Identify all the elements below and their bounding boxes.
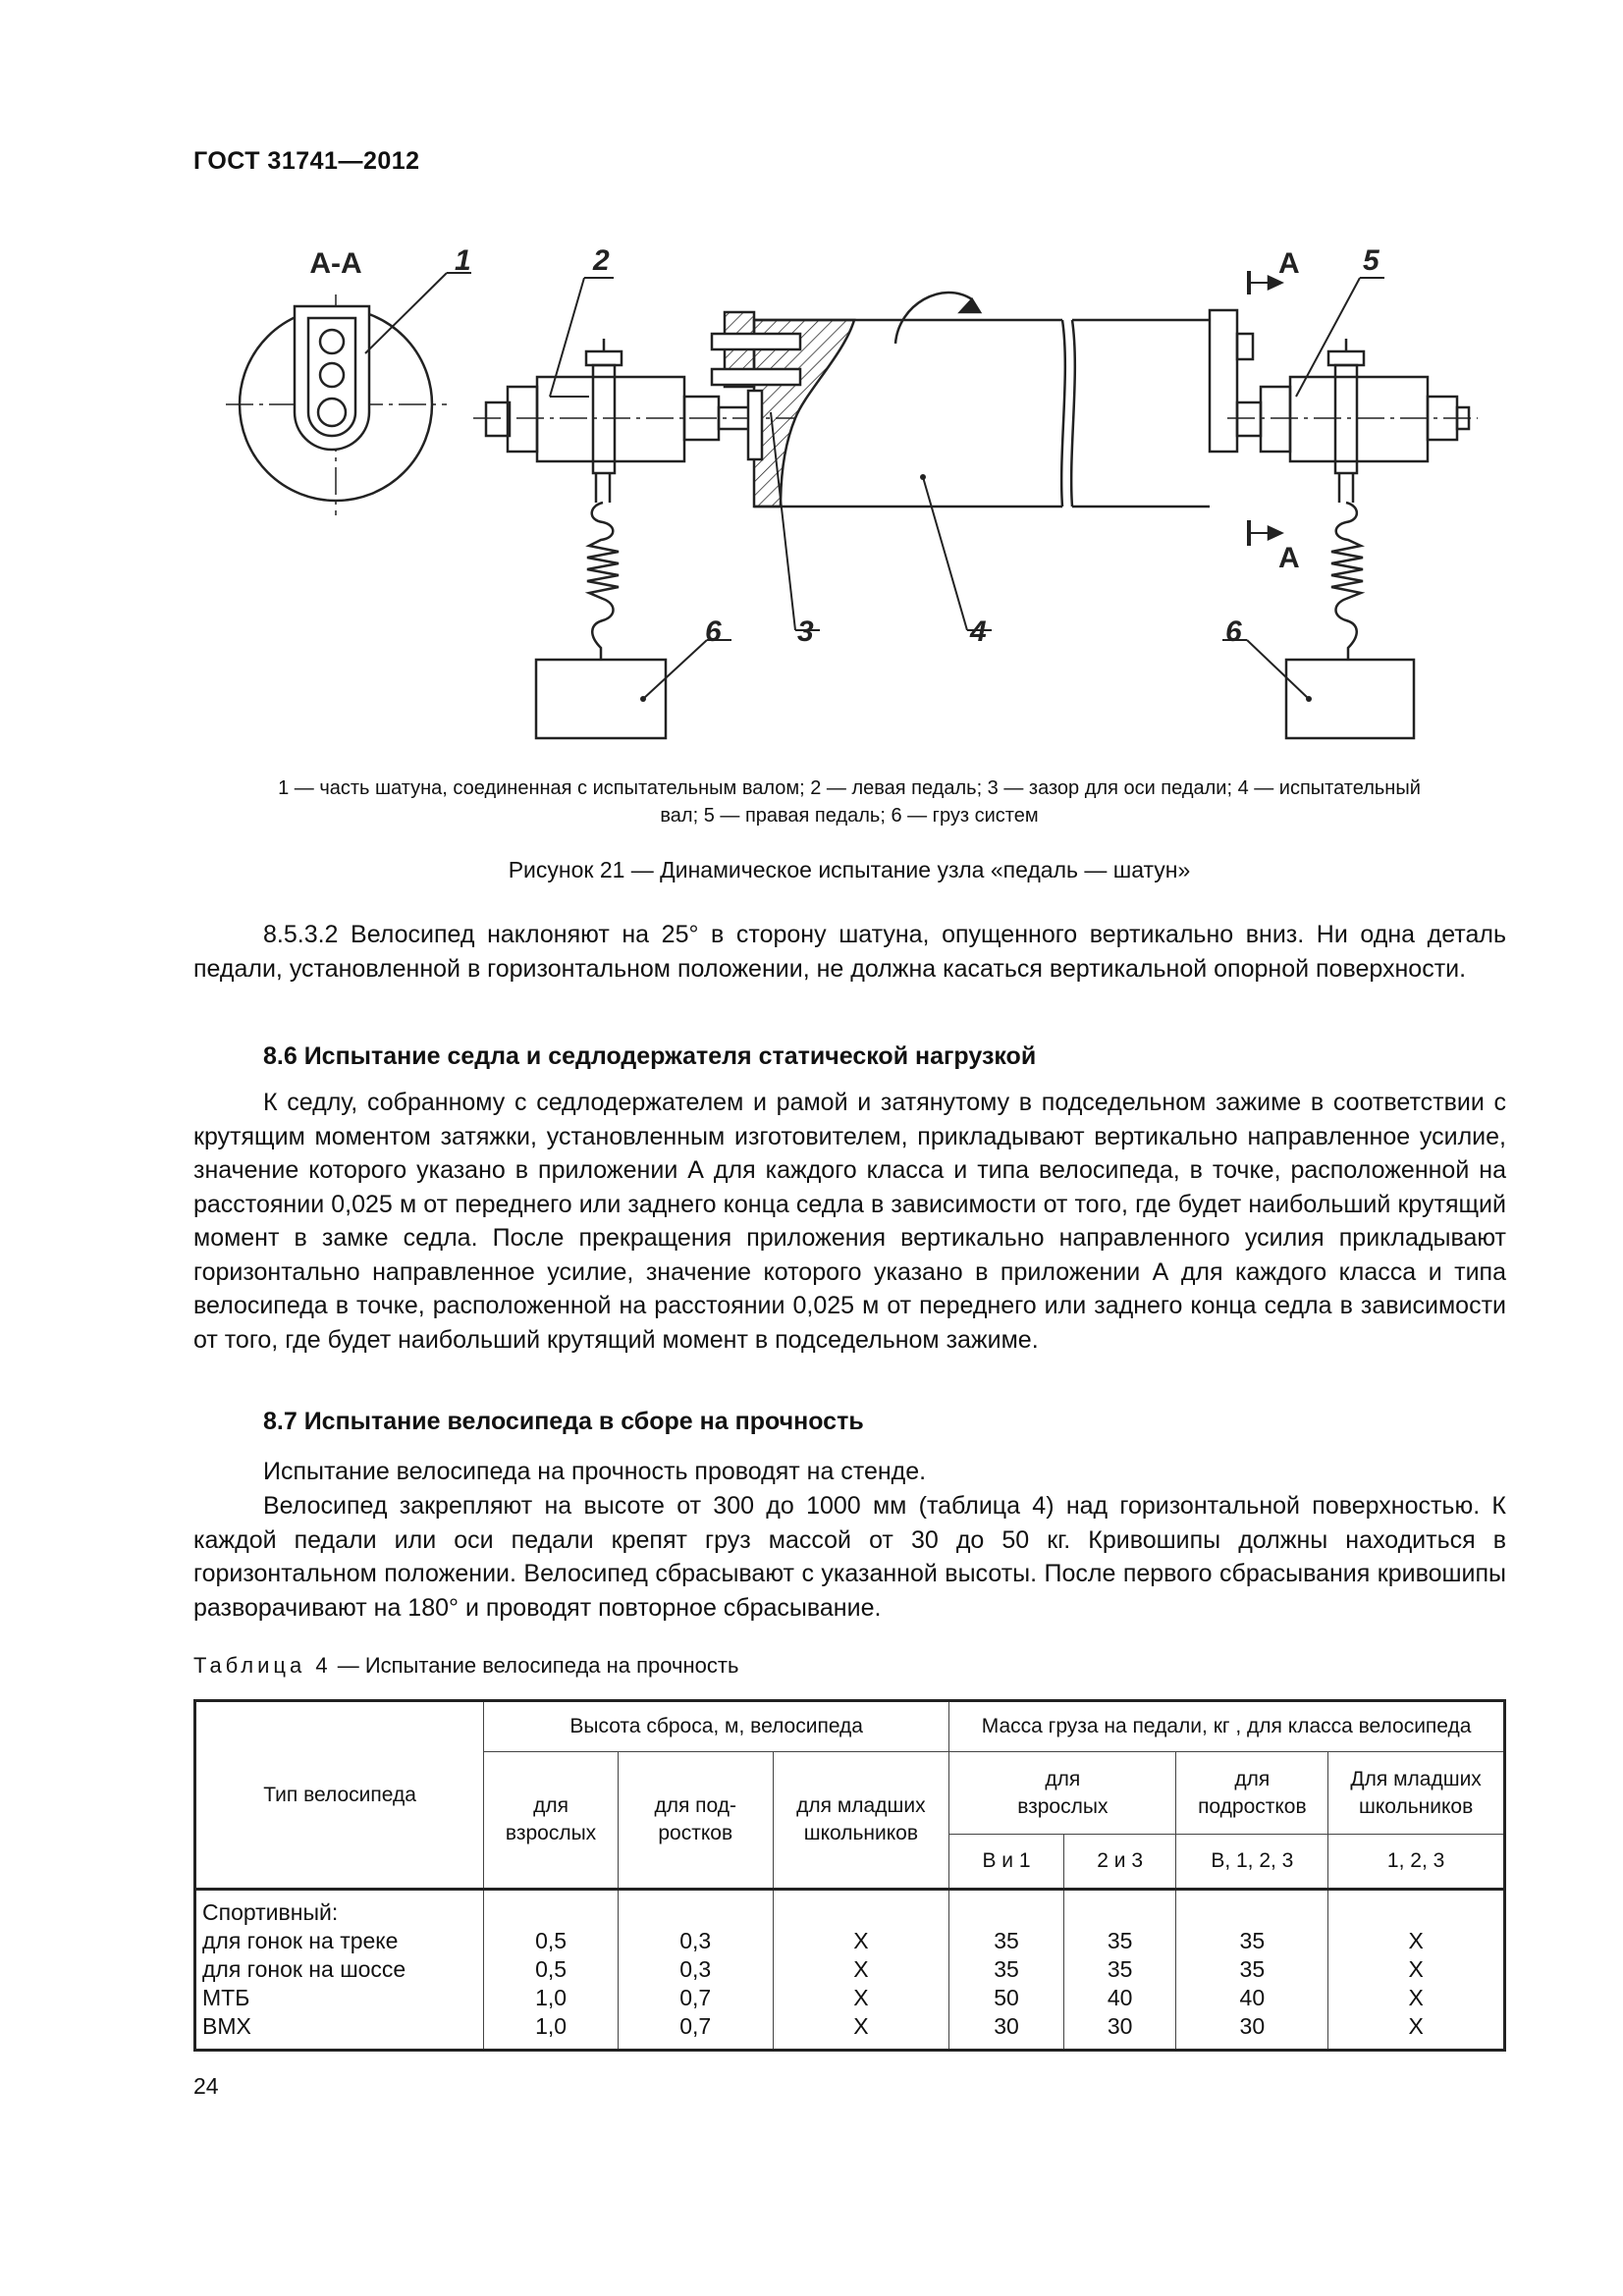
cell-mass-23: 35 35 40 30 <box>1063 1890 1176 2051</box>
callout-3: 3 <box>797 615 814 648</box>
cut-letter-top: А <box>1278 247 1300 280</box>
document-header: ГОСТ 31741—2012 <box>193 147 420 175</box>
header-mass-teen: для подростков <box>1176 1752 1328 1835</box>
right-pedal <box>1237 339 1469 473</box>
table-title-text: — Испытание велосипеда на прочность <box>331 1653 739 1678</box>
cell-mass-junior: X X X X <box>1328 1890 1505 2051</box>
callout-4: 4 <box>970 615 987 648</box>
callout-5: 5 <box>1363 244 1380 277</box>
header-mass-junior: Для младших школьников <box>1328 1752 1505 1835</box>
rotation-arrow <box>895 293 972 344</box>
cell-bike-types: Спортивный: для гонок на треке для гонок на шоссе МТБ ВМХ <box>195 1890 484 2051</box>
table-row <box>195 1890 1505 2051</box>
figure-legend-line2: вал; 5 — правая педаль; 6 — груз систем <box>660 805 1039 827</box>
right-weight <box>1286 660 1414 738</box>
header-height-teen: для под- ростков <box>618 1752 773 1890</box>
header-load-mass: Масса груза на педали, кг , для класса велосипеда <box>949 1701 1505 1752</box>
header-height-junior: для младших школьников <box>773 1752 949 1890</box>
paragraph-8-5-3-2: 8.5.3.2 Велосипед наклоняют на 25° в сторону шатуна, опущенного вертикально вниз. Ни одна деталь педали, установленной в горизонтальном положении, не должна касаться вертикальной опорной поверхности. <box>193 921 1506 983</box>
cell-height-teen: 0,3 0,3 0,7 0,7 <box>618 1890 773 2051</box>
figure-21-diagram <box>196 231 1512 761</box>
left-pedal <box>486 339 756 473</box>
paragraph-8-7-b: Велосипед закрепляют на высоте от 300 до 1000 мм (таблица 4) над горизонтальной поверхностью. К каждой педали или оси педали крепят груз массой от 30 до 50 кг. Кривошипы должны находиться в горизонтальном положении. Велосипед сбрасывают с указанной высоты. После первого сбрасывания кривошипы разворачивают на 180° и проводят повторное сбрасывание. <box>193 1492 1506 1622</box>
cell-height-junior: X X X X <box>773 1890 949 2051</box>
crank-part <box>295 306 369 450</box>
figure-legend-line1: 1 — часть шатуна, соединенная с испытательным валом; 2 — левая педаль; 3 — зазор для оси педали; 4 — испытательный <box>278 777 1421 799</box>
header-type: Тип велосипеда <box>195 1701 484 1890</box>
paragraph-8-7-a: Испытание велосипеда на прочность проводят на стенде. <box>263 1458 927 1485</box>
cell-mass-b1: 35 35 50 30 <box>949 1890 1064 2051</box>
heading-8-6: 8.6 Испытание седла и седлодержателя статической нагрузкой <box>263 1042 1037 1070</box>
table-title <box>193 1653 738 1679</box>
table-4 <box>193 1699 1506 2052</box>
cut-letter-bottom: А <box>1278 542 1300 574</box>
header-height-adult: для взрослых <box>484 1752 619 1890</box>
table-title-label: Таблица 4 <box>193 1653 332 1678</box>
header-class-b123: В, 1, 2, 3 <box>1176 1835 1328 1890</box>
left-weight <box>536 660 666 738</box>
page-number: 24 <box>193 2073 219 2099</box>
callout-2: 2 <box>593 244 610 277</box>
section-label: А-А <box>309 247 362 280</box>
cell-height-adult: 0,5 0,5 1,0 1,0 <box>484 1890 619 2051</box>
right-spring <box>1331 503 1363 660</box>
callout-6-right: 6 <box>1225 615 1242 648</box>
callout-1: 1 <box>455 244 471 277</box>
test-shaft <box>712 293 1253 630</box>
header-class-23: 2 и 3 <box>1063 1835 1176 1890</box>
header-class-b1: В и 1 <box>949 1835 1064 1890</box>
left-spring <box>587 503 619 660</box>
cell-mass-teen: 35 35 40 30 <box>1176 1890 1328 2051</box>
callout-6-left: 6 <box>705 615 722 648</box>
header-drop-height: Высота сброса, м, велосипеда <box>484 1701 949 1752</box>
heading-8-7: 8.7 Испытание велосипеда в сборе на прочность <box>263 1408 864 1435</box>
figure-caption: Рисунок 21 — Динамическое испытание узла «педаль — шатун» <box>508 857 1191 882</box>
paragraph-8-6: К седлу, собранному с седлодержателем и рамой и затянутому в подседельном зажиме в соответствии с крутящим моментом затяжки, установленным изготовителем, прикладывают вертикально направленное усилие, значение которого указано в приложении А для каждого класса и типа велосипеда, в точке, расположенной на расстоянии 0,025 м от переднего или заднего конца седла в зависимости от того, где будет наибольший крутящий момент в замке седла. После прекращения приложения вертикально направленного усилия прикладывают горизонтально направленное усилие, значение которого указано в приложении А для каждого класса и типа велосипеда в точке, расположенной на расстоянии 0,025 м от переднего или заднего конца седла в зависимости от того, где будет наибольший крутящий момент в подседельном зажиме. <box>193 1089 1506 1354</box>
header-mass-adult: для взрослых <box>949 1752 1176 1835</box>
header-class-123: 1, 2, 3 <box>1328 1835 1505 1890</box>
